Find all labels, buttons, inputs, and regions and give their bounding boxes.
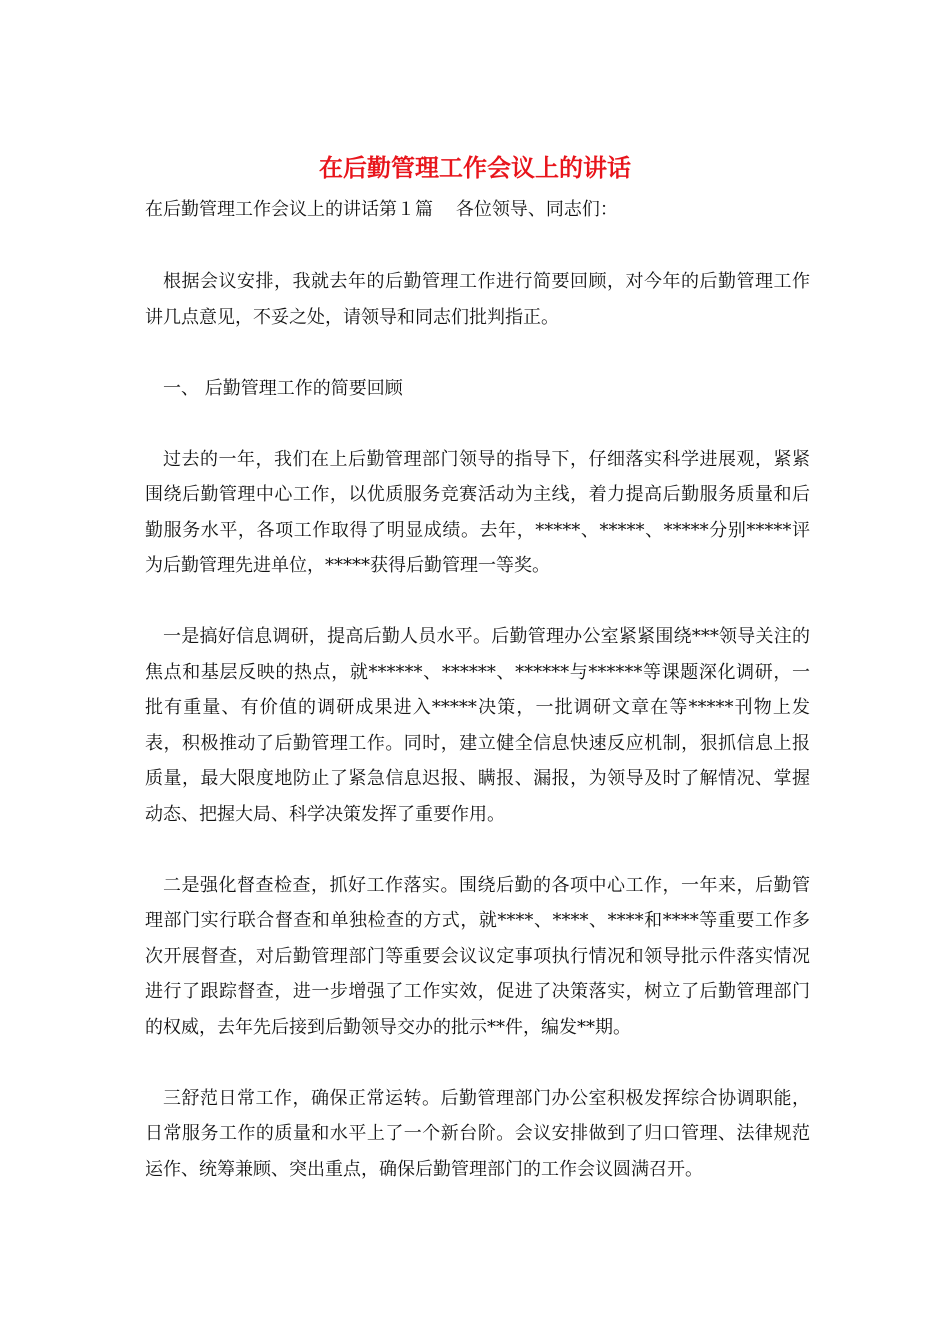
document-subtitle: 在后勤管理工作会议上的讲话第１篇 各位领导、同志们： <box>145 199 618 220</box>
paragraph-review: 过去的一年，我们在上后勤管理部门领导的指导下，仔细落实科学进展观，紧紧围绕后勤管理中心工作，以优质服务竞赛活动为主线，着力提高后勤服务质量和后勤服务水平，各项工作取得了明显成绩。去年，*****、*****、*****分别*****评为后勤管理先进单位，*****获得后勤管理一等奖。 <box>145 448 810 576</box>
paragraph-research: 一是搞好信息调研，提高后勤人员水平。后勤管理办公室紧紧围绕***领导关注的焦点和基层反映的热点，就******、******、******与******等课题深化调研，一批有重量、有价值的调研成果进入*****决策，一批调研文章在等*****刊物上发表，积极推动了后勤管理工作。同时，建立健全信息快速反应机制，狠抓信息上报质量，最大限度地防止了紧急信息迟报、瞒报、漏报，为领导及时了解情况、掌握动态、把握大局、科学决策发挥了重要作用。 <box>145 626 810 825</box>
paragraph-intro: 根据会议安排，我就去年的后勤管理工作进行简要回顾，对今年的后勤管理工作讲几点意见，不妥之处，请领导和同志们批判指正。 <box>145 271 810 328</box>
paragraph-supervision: 二是强化督查检查，抓好工作落实。围绕后勤的各项中心工作，一年来，后勤管理部门实行联合督查和单独检查的方式，就****、****、****和****等重要工作多次开展督查，对后勤管理部门等重要会议议定事项执行情况和领导批示件落实情况进行了跟踪督查，进一步增强了工作实效，促进了决策落实，树立了后勤管理部门的权威，去年先后接到后勤领导交办的批示**件，编发**期。 <box>145 874 810 1038</box>
paragraph-routine: 三舒范日常工作，确保正常运转。后勤管理部门办公室积极发挥综合协调职能，日常服务工作的质量和水平上了一个新台阶。会议安排做到了归口管理、法律规范运作、统筹兼顾、突出重点，确保后勤管理部门的工作会议圆满召开。 <box>145 1087 810 1180</box>
document-body <box>145 264 810 1223</box>
section-heading: 一、 后勤管理工作的简要回顾 <box>163 377 403 399</box>
document-title: 在后勤管理工作会议上的讲话 <box>319 153 631 182</box>
